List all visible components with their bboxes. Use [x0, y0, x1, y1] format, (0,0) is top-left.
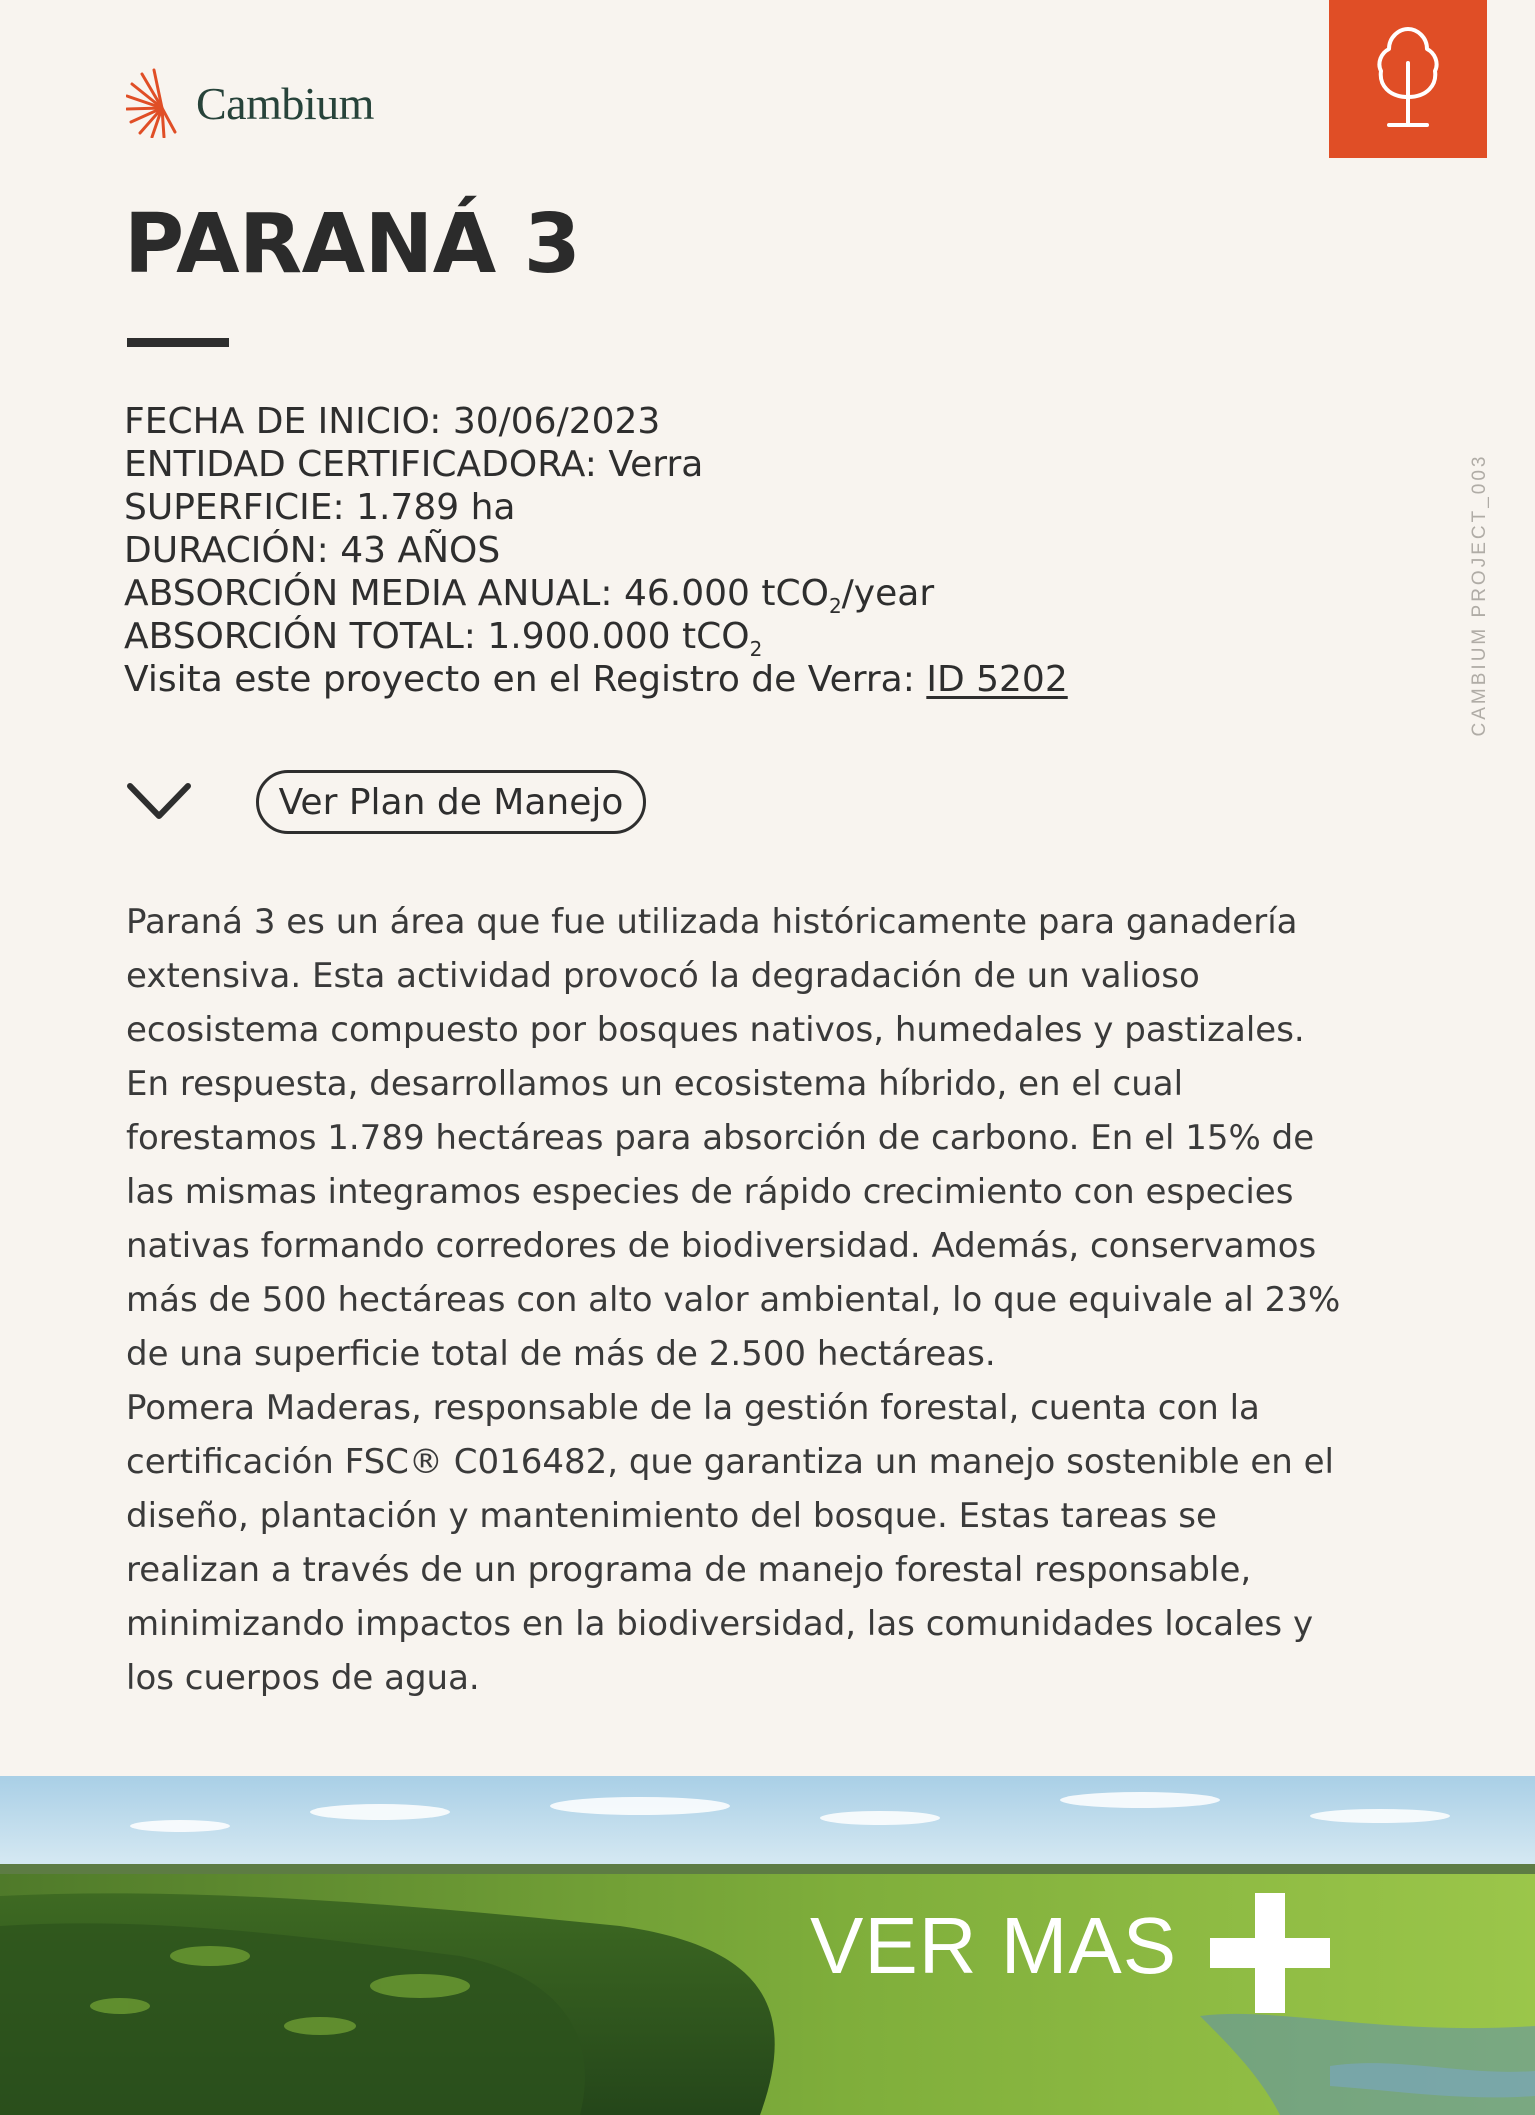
chevron-down-icon[interactable] — [126, 782, 192, 822]
page-title: PARANÁ 3 — [124, 197, 581, 292]
total-absorption-value: ABSORCIÓN TOTAL: 1.900.000 tCO — [124, 616, 750, 657]
logo[interactable] — [126, 68, 374, 138]
plan-button[interactable]: Ver Plan de Manejo — [256, 770, 646, 834]
certifier: ENTIDAD CERTIFICADORA: Verra — [124, 444, 704, 485]
sunburst-icon — [126, 68, 182, 138]
total-absorption — [124, 615, 1124, 662]
ver-mas-link[interactable]: VER MAS — [810, 1901, 1178, 1990]
title-divider — [127, 338, 229, 347]
annual-absorption-value: ABSORCIÓN MEDIA ANUAL: 46.000 tCO — [124, 573, 829, 614]
start-date: FECHA DE INICIO: 30/06/2023 — [124, 401, 661, 442]
annual-absorption-subscript: 2 — [828, 594, 842, 619]
annual-absorption-unit: /year — [841, 573, 935, 614]
registry-text: Visita este proyecto en el Registro de Verra: — [124, 659, 927, 700]
registry-line — [124, 658, 1124, 701]
annual-absorption — [124, 572, 1124, 619]
tree-icon — [1375, 27, 1441, 131]
description-paragraph: Pomera Maderas, responsable de la gestión forestal, cuenta con la certificación FSC® C016482, que garantiza un manejo sostenible en el diseño, plantación y mantenimiento del bosque. Estas tareas se realizan a través de un programa de manejo forestal responsable, minimizando impactos en la biodiversidad, las comunidades locales y los cuerpos de agua. — [126, 1388, 1334, 1698]
tree-badge[interactable] — [1329, 0, 1487, 158]
side-label: CAMBIUM PROJECT_003 — [1469, 453, 1490, 737]
total-absorption-subscript: 2 — [749, 637, 763, 662]
registry-link[interactable]: ID 5202 — [926, 659, 1068, 700]
project-info — [124, 400, 1124, 701]
brand-name: Cambium — [196, 77, 374, 129]
plus-icon[interactable] — [1210, 1893, 1330, 2013]
description-paragraph: Paraná 3 es un área que fue utilizada históricamente para ganadería extensiva. Esta actividad provocó la degradación de un valioso ecosistema compuesto por bosques nativos, humedales y pastizales. En respuesta, desarrollamos un ecosistema híbrido, en el cual forestamos 1.789 hectáreas para absorción de carbono. En el 15% de las mismas integramos especies de rápido crecimiento con especies nativas formando corredores de biodiversidad. Además, conservamos más de 500 hectáreas con alto valor ambiental, lo que equivale al 23% de una superficie total de más de 2.500 hectáreas. — [126, 902, 1341, 1374]
surface: SUPERFICIE: 1.789 ha — [124, 487, 516, 528]
project-description — [126, 895, 1356, 1705]
duration: DURACIÓN: 43 AÑOS — [124, 530, 501, 571]
